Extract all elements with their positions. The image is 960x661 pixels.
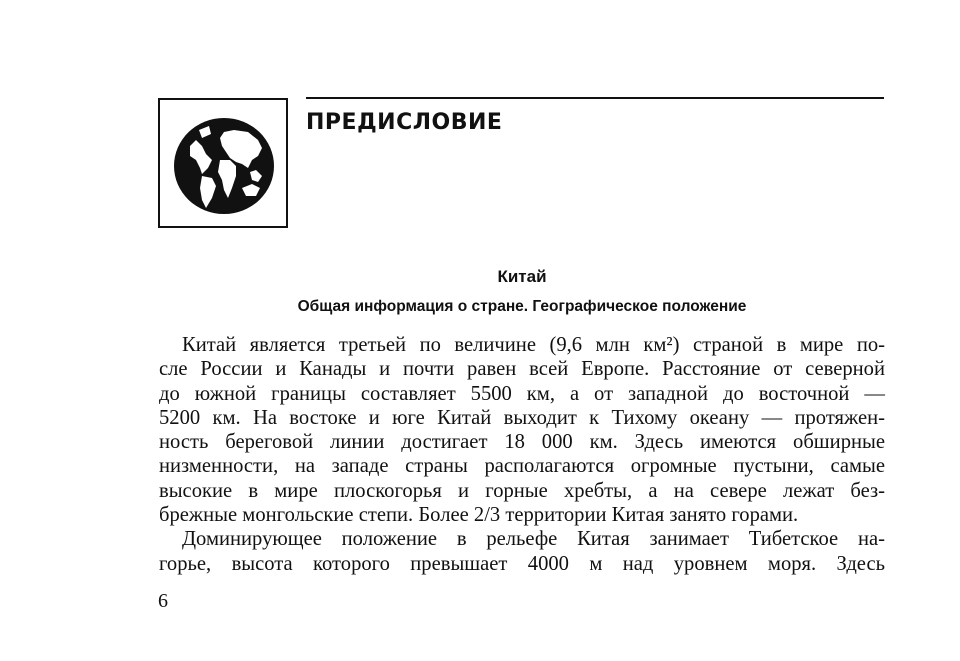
chapter-icon-frame bbox=[158, 98, 288, 228]
chapter-title: ПРЕДИСЛОВИЕ bbox=[306, 110, 503, 135]
text-line: высокие в мире плоскогорья и горные хребты, а на севере лежат без- bbox=[159, 479, 885, 502]
text-line: Доминирующее положение в рельефе Китая занимает Тибетское на- bbox=[182, 528, 885, 551]
text-line: до южной границы составляет 5500 км, а от западной до восточной — bbox=[159, 382, 885, 405]
page-number: 6 bbox=[158, 590, 168, 612]
globe-icon bbox=[172, 116, 276, 216]
text-line: низменности, на западе страны располагаются огромные пустыни, самые bbox=[159, 455, 885, 478]
header-rule bbox=[306, 97, 884, 99]
text-line: ность береговой линии достигает 18 000 км. Здесь имеются обширные bbox=[159, 431, 885, 454]
text-line: Китай является третьей по величине (9,6 млн км²) страной в мире по- bbox=[182, 334, 885, 356]
subsection-title: Общая информация о стране. Географическое положение bbox=[297, 298, 747, 315]
text-line: брежные монгольские степи. Более 2/3 территории Китая занято горами. bbox=[159, 504, 799, 527]
section-title: Китай bbox=[497, 267, 547, 286]
body-paragraphs bbox=[159, 333, 885, 576]
text-line: 5200 км. На востоке и юге Китай выходит к Тихому океану — протяжен- bbox=[159, 406, 885, 429]
text-line: сле России и Канады и почти равен всей Европе. Расстояние от северной bbox=[159, 358, 885, 381]
text-line: горье, высота которого превышает 4000 м над уровнем моря. Здесь bbox=[159, 552, 885, 575]
